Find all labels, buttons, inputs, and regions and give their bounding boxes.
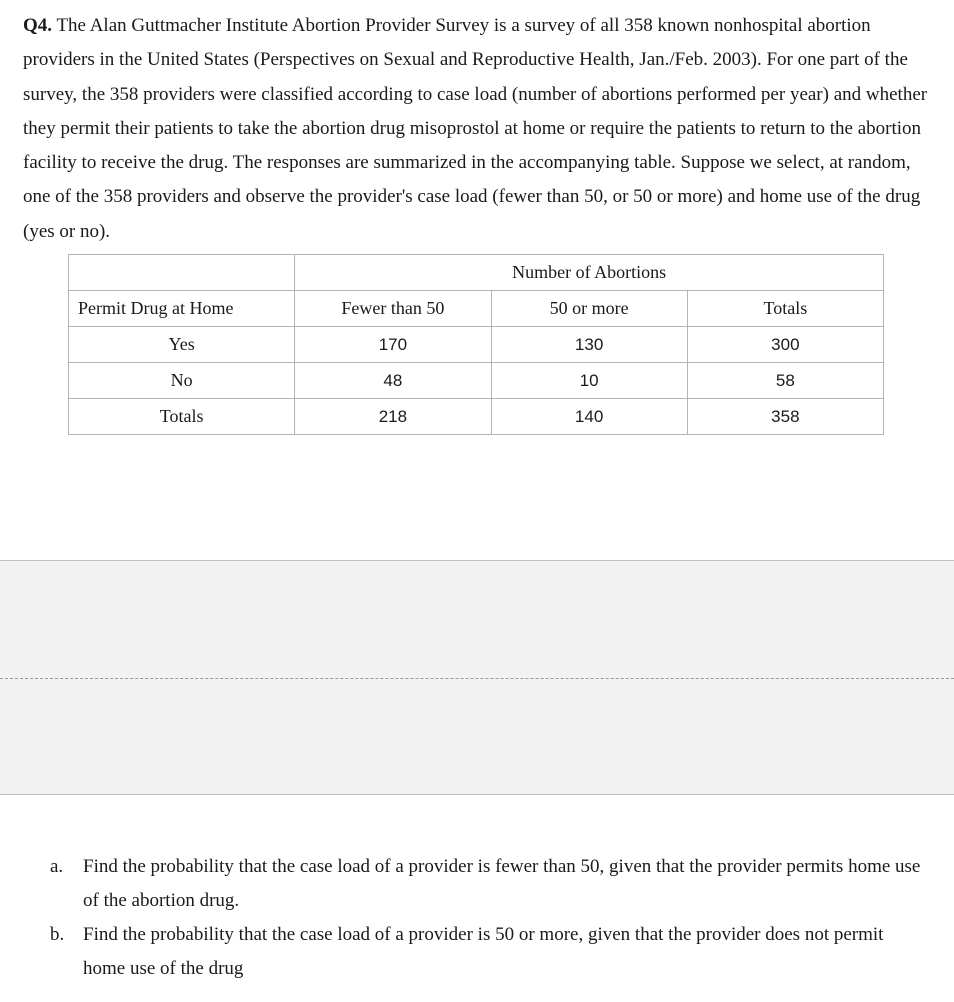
table-row <box>69 399 884 435</box>
column-header: Totals <box>687 291 883 327</box>
table-row <box>69 327 884 363</box>
table-cell: 10 <box>491 363 687 399</box>
table-cell: 218 <box>295 399 491 435</box>
row-label: Yes <box>69 327 295 363</box>
table-cell: 358 <box>687 399 883 435</box>
row-label: No <box>69 363 295 399</box>
table-cell: 170 <box>295 327 491 363</box>
table-cell: 140 <box>491 399 687 435</box>
subquestion-list <box>50 850 930 986</box>
table-row <box>69 363 884 399</box>
list-marker: a. <box>50 856 64 877</box>
table-group-header: Number of Abortions <box>295 255 884 291</box>
question-paragraph <box>23 9 935 249</box>
row-header-title: Permit Drug at Home <box>69 291 295 327</box>
subquestion-b <box>50 918 930 986</box>
subquestion-text: Find the probability that the case load of a provider is fewer than 50, given that the provider permits home use of the abortion drug. <box>83 856 921 911</box>
page-gap <box>0 560 954 795</box>
contingency-table <box>68 254 884 435</box>
subquestion-text: Find the probability that the case load of a provider is 50 or more, given that the provider does not permit home use of the drug <box>83 924 884 979</box>
table-cell: 58 <box>687 363 883 399</box>
list-marker: b. <box>50 924 65 945</box>
question-text: The Alan Guttmacher Institute Abortion Provider Survey is a survey of all 358 known nonhospital abortion providers in the United States (Perspectives on Sexual and Reproductive Health, Jan./Feb. 2003). For one part of the survey, the 358 providers were classified according to case load (number of abortions performed per year) and whether they permit their patients to take the abortion drug misoprostol at home or require the patients to return to the abortion facility to receive the drug. The responses are summarized in the accompanying table. Suppose we select, at random, one of the 358 providers and observe the provider's case load (fewer than 50, or 50 or more) and home use of the drug (yes or no). <box>23 15 928 242</box>
page-break-line <box>0 678 954 679</box>
question-number: Q4. <box>23 15 53 36</box>
column-header: Fewer than 50 <box>295 291 491 327</box>
table-cell: 48 <box>295 363 491 399</box>
table-header-row <box>69 291 884 327</box>
table-group-header-row <box>69 255 884 291</box>
table-cell: 130 <box>491 327 687 363</box>
row-label: Totals <box>69 399 295 435</box>
table-cell: 300 <box>687 327 883 363</box>
column-header: 50 or more <box>491 291 687 327</box>
table-corner-cell <box>69 255 295 291</box>
subquestion-a <box>50 850 930 918</box>
